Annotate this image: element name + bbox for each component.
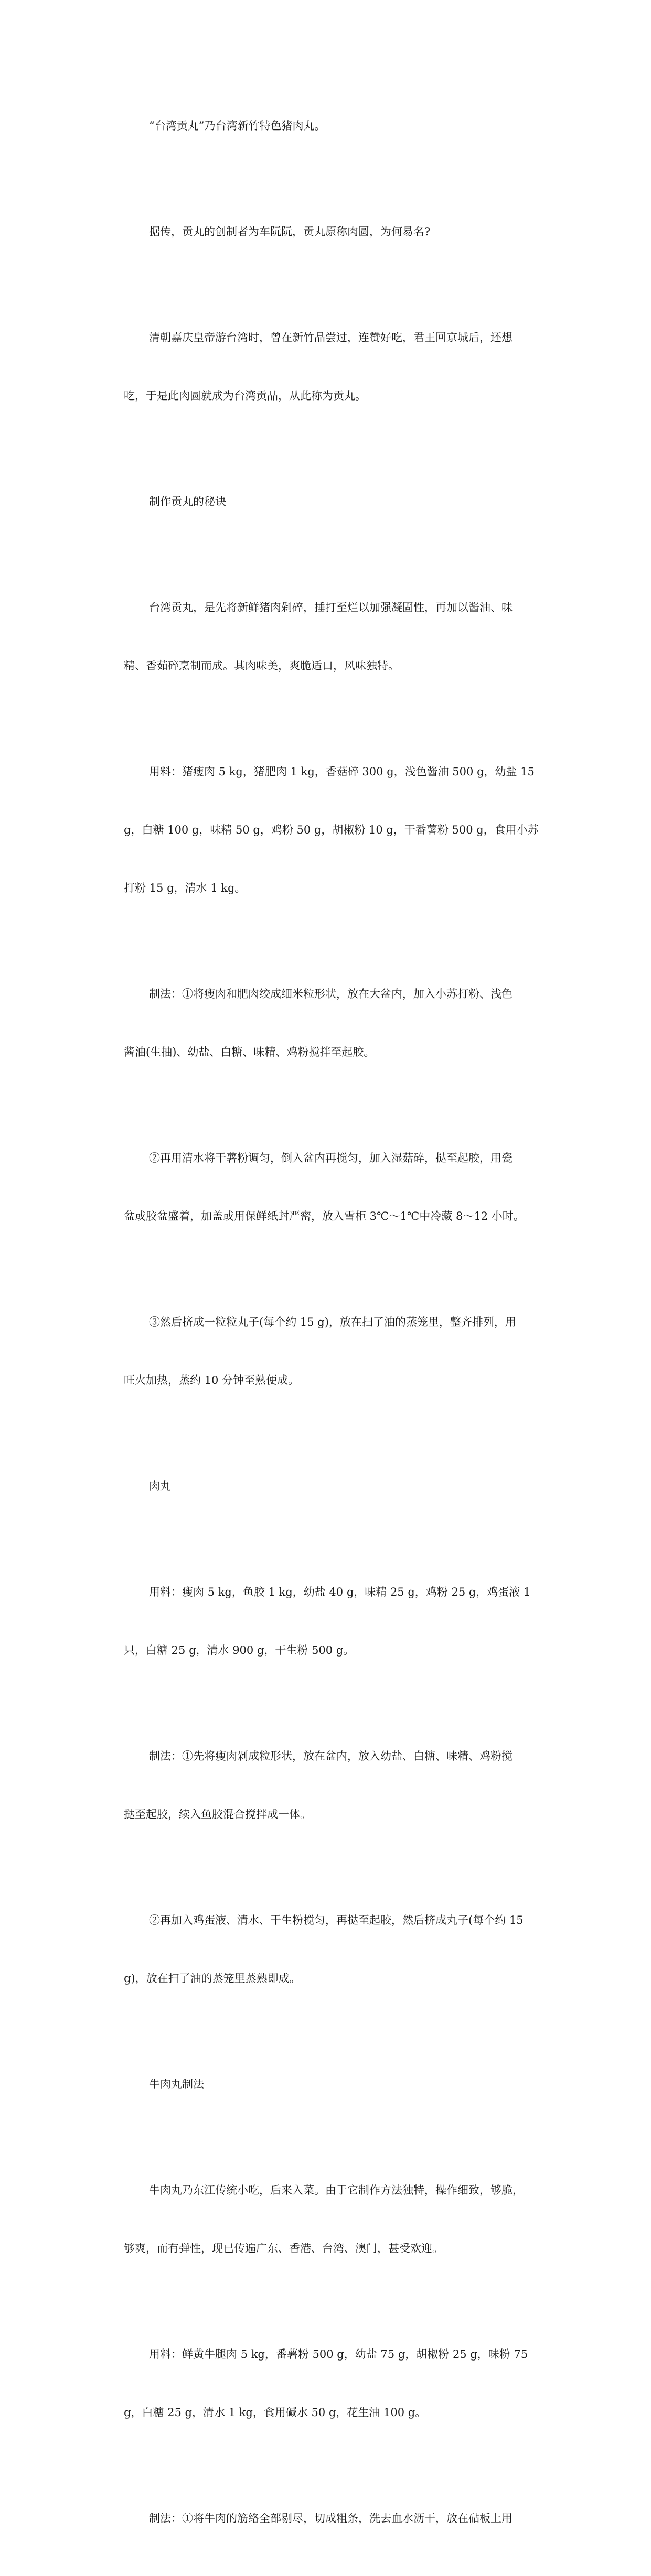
text-line: ②再加入鸡蛋液、清水、干生粉搅匀，再挞至起胶，然后挤成丸子(每个约 15 — [149, 1914, 524, 1926]
paragraph-rouwan-method-2 — [99, 1872, 560, 2027]
text-line: 牛肉丸乃东江传统小吃，后来入菜。由于它制作方法独特，操作细致，够脆， — [149, 2184, 524, 2196]
text-line: 盆或胶盆盛着，加盖或用保鲜纸封严密，放入雪柜 3℃～1℃中冷藏 8～12 小时。 — [124, 1210, 525, 1222]
text-line: 用料：猪瘦肉 5 kg，猪肥肉 1 kg，香菇碎 300 g，浅色酱油 500 g，幼盐 15 — [149, 765, 535, 778]
text-line: 制法：①将瘦肉和肥肉绞成细米粒形状，放在大盆内，加入小苏打粉、浅色 — [149, 988, 513, 1000]
text-line: 据传，贡丸的创制者为车阮阮，贡丸原称肉圆，为何易名? — [149, 225, 431, 238]
text-line: 酱油(生抽)、幼盐、白糖、味精、鸡粉搅拌至起胶。 — [124, 1046, 375, 1058]
text-line: 台湾贡丸，是先将新鲜猪肉剁碎，捶打至烂以加强凝固性，再加以酱油、味 — [149, 601, 513, 614]
text-line: 制作贡丸的秘诀 — [149, 495, 226, 508]
paragraph-niurouwan-ingredients — [99, 2306, 560, 2461]
text-line: 只，白糖 25 g，清水 900 g，干生粉 500 g。 — [124, 1644, 355, 1657]
text-line: 旺火加热，蒸约 10 分钟至熟便成。 — [124, 1374, 300, 1387]
paragraph-legend — [99, 183, 560, 280]
paragraph-rouwan-method-1 — [99, 1708, 560, 1863]
paragraph-intro — [99, 78, 560, 175]
document-page — [99, 78, 560, 2576]
paragraph-niurouwan-method-1 — [99, 2470, 560, 2567]
text-line: 用料：瘦肉 5 kg，鱼胶 1 kg，幼盐 40 g，味精 25 g，鸡粉 25 g，鸡蛋液 1 — [149, 1586, 531, 1598]
text-line: 制法：①先将瘦肉剁成粒形状，放在盆内，放入幼盐、白糖、味精、鸡粉搅 — [149, 1750, 513, 1762]
text-line: 用料：鲜黄牛腿肉 5 kg，番薯粉 500 g，幼盐 75 g，胡椒粉 25 g，味粉 75 — [149, 2348, 528, 2361]
paragraph-niurouwan-description — [99, 2142, 560, 2297]
paragraph-gongwan-method-1 — [99, 946, 560, 1101]
text-line: 精、香茹碎烹制而成。其肉味美，爽脆适口，风味独特。 — [124, 659, 399, 672]
paragraph-gongwan-method-3 — [99, 1274, 560, 1429]
text-line: 牛肉丸制法 — [149, 2078, 204, 2091]
paragraph-gongwan-description — [99, 559, 560, 715]
text-line: g)，放在扫了油的蒸笼里蒸熟即成。 — [124, 1972, 301, 1985]
text-line: 吃，于是此肉圆就成为台湾贡品，从此称为贡丸。 — [124, 389, 366, 402]
heading-rouwan — [99, 1438, 560, 1535]
text-line: ②再用清水将干薯粉调匀，倒入盆内再搅匀，加入湿菇碎，挞至起胶，用瓷 — [149, 1152, 513, 1164]
text-line: 清朝嘉庆皇帝游台湾时，曾在新竹品尝过，连赞好吃，君王回京城后，还想 — [149, 331, 513, 344]
text-line: ③然后挤成一粒粒丸子(每个约 15 g)，放在扫了油的蒸笼里，整齐排列，用 — [149, 1316, 516, 1328]
heading-gongwan-secret — [99, 453, 560, 550]
heading-niurouwan — [99, 2036, 560, 2133]
text-line: g，白糖 25 g，清水 1 kg，食用碱水 50 g，花生油 100 g。 — [124, 2406, 426, 2419]
paragraph-rouwan-ingredients — [99, 1544, 560, 1699]
text-line: g，白糖 100 g，味精 50 g，鸡粉 50 g，胡椒粉 10 g，干番薯粉 500 g，食用小苏 — [124, 824, 539, 836]
text-line: 打粉 15 g，清水 1 kg。 — [124, 882, 246, 894]
paragraph-history — [99, 289, 560, 445]
text-line: “台湾贡丸”乃台湾新竹特色猪肉丸。 — [149, 120, 326, 132]
paragraph-gongwan-ingredients — [99, 723, 560, 937]
text-line: 够爽，而有弹性，现已传遍广东、香港、台湾、澳门，甚受欢迎。 — [124, 2242, 443, 2255]
paragraph-gongwan-method-2 — [99, 1110, 560, 1265]
text-line: 制法：①将牛肉的筋络全部剔尽，切成粗条，洗去血水沥干，放在砧板上用 — [149, 2512, 513, 2525]
text-line: 挞至起胶，续入鱼胶混合搅拌成一体。 — [124, 1808, 311, 1821]
text-line: 肉丸 — [149, 1480, 171, 1492]
